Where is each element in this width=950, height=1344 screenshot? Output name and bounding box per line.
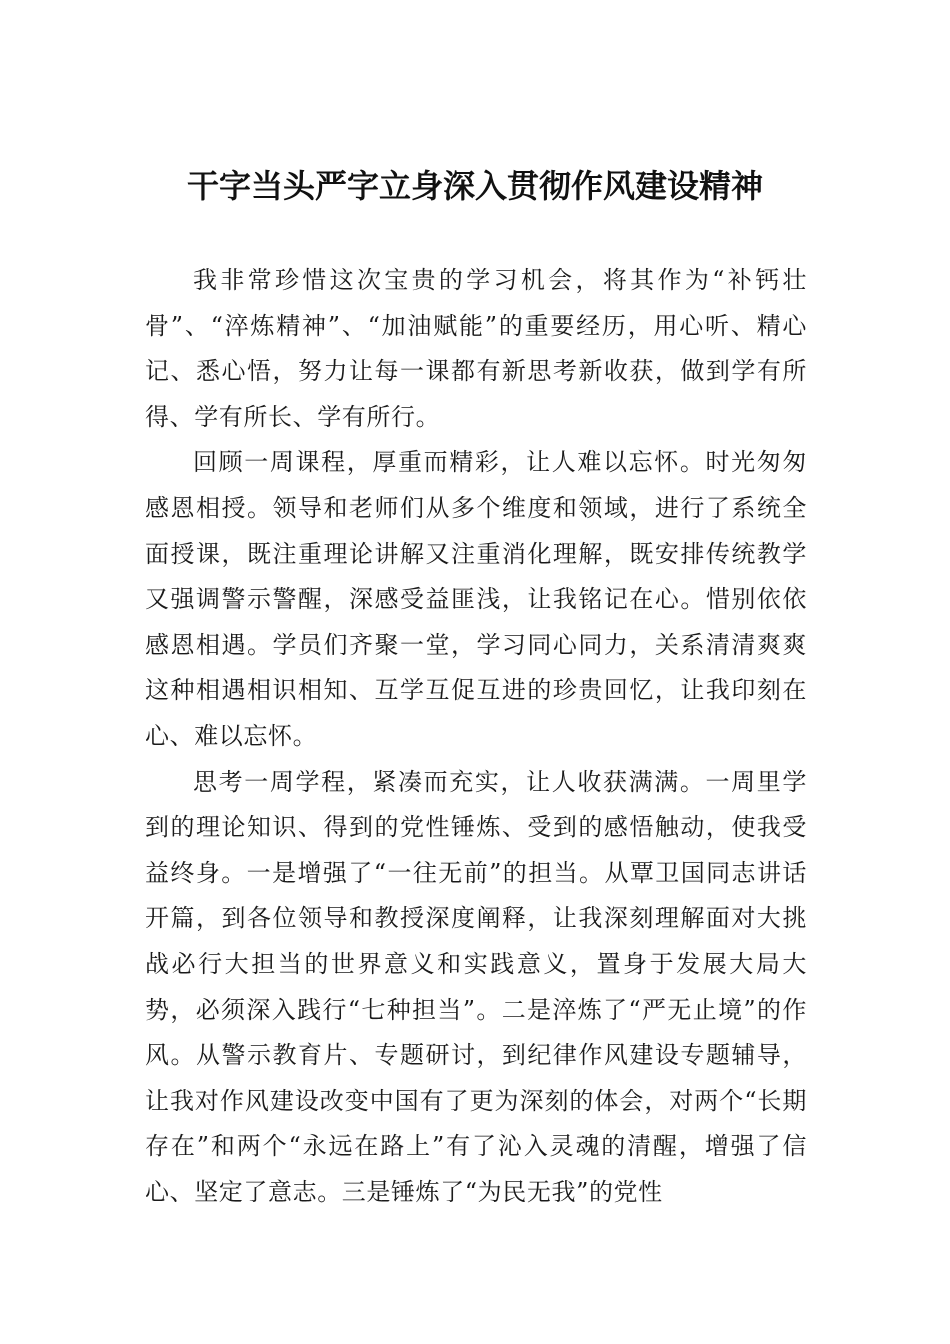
document-body xyxy=(145,258,807,1215)
document-title: 干字当头严字立身深入贯彻作风建设精神 xyxy=(186,167,763,205)
paragraph-3: 思考一周学程，紧凑而充实，让人收获满满。一周里学到的理论知识、得到的党性锤炼、受到的感悟触动，使我受益终身。一是增强了“一往无前”的担当。从覃卫国同志讲话开篇，到各位领导和教授深度阐释，让我深刻理解面对大挑战必行大担当的世界意义和实践意义，置身于发展大局大势，必须深入践行“七种担当”。二是淬炼了“严无止境”的作风。从警示教育片、专题研讨，到纪律作风建设专题辅导，让我对作风建设改变中国有了更为深刻的体会，对两个“长期存在”和两个“永远在路上”有了沁入灵魂的清醒，增强了信心、坚定了意志。三是锤炼了“为民无我”的党性 xyxy=(145,767,807,1206)
paragraph-2: 回顾一周课程，厚重而精彩，让人难以忘怀。时光匆匆感恩相授。领导和老师们从多个维度和领域，进行了系统全面授课，既注重理论讲解又注重消化理解，既安排传统教学又强调警示警醒，深感受益匪浅，让我铭记在心。惜别依依感恩相遇。学员们齐聚一堂，学习同心同力，关系清清爽爽这种相遇相识相知、互学互促互进的珍贵回忆，让我印刻在心、难以忘怀。 xyxy=(145,448,807,750)
paragraph-1: 我非常珍惜这次宝贵的学习机会，将其作为“补钙壮骨”、“淬炼精神”、“加油赋能”的重要经历，用心听、精心记、悉心悟，努力让每一课都有新思考新收获，做到学有所得、学有所长、学有所行。 xyxy=(145,266,807,431)
